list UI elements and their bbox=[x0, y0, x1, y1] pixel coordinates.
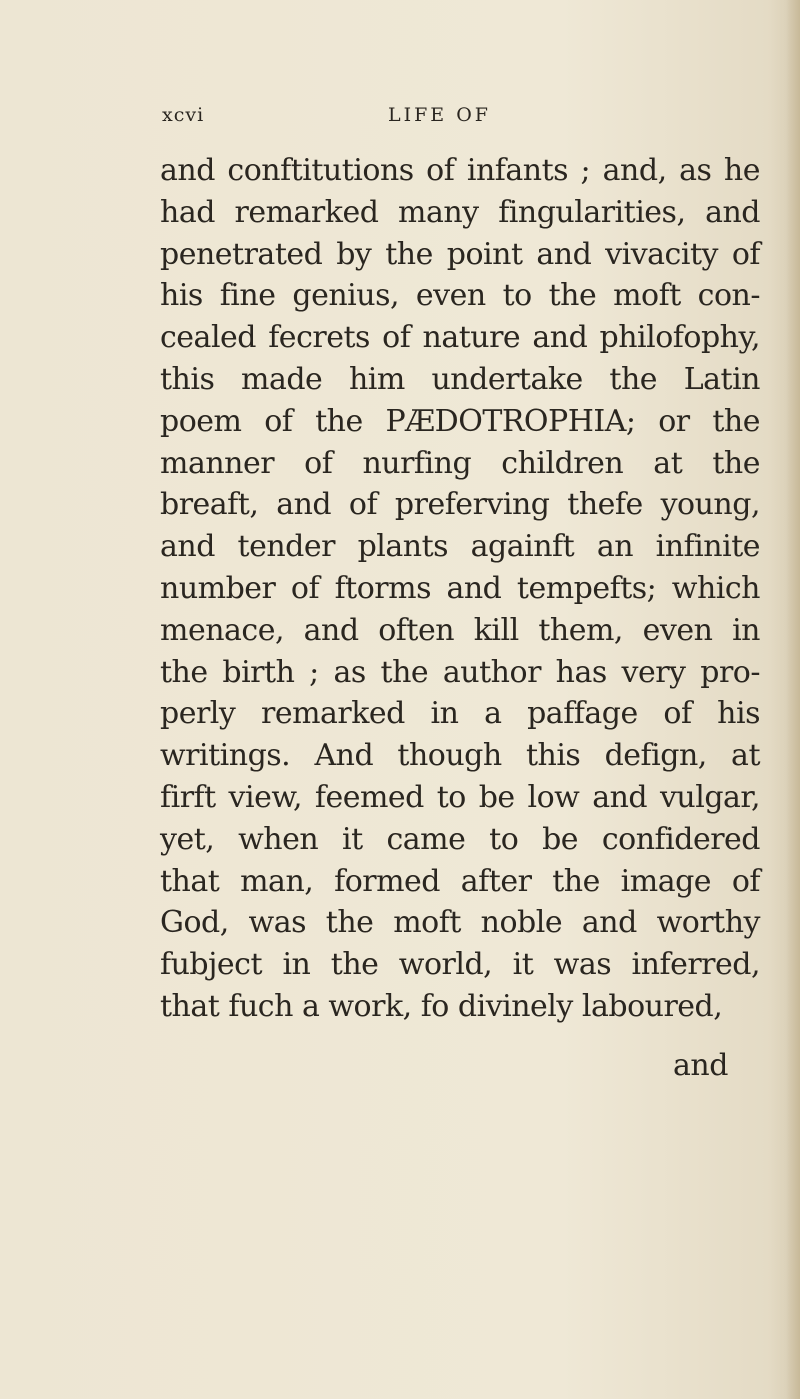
text-line: poem of the PÆDOTROPHIA; or the bbox=[160, 403, 760, 439]
catchword: and bbox=[673, 1048, 728, 1083]
text-line: yet, when it came to be confidered bbox=[160, 821, 760, 857]
text-line: God, was the moft noble and worthy bbox=[160, 905, 760, 941]
text-line: menace, and often kill them, even in bbox=[160, 612, 760, 648]
running-head bbox=[0, 104, 800, 134]
text-line: penetrated by the point and vivacity of bbox=[160, 236, 760, 272]
text-line: firft view, feemed to be low and vulgar, bbox=[160, 779, 760, 815]
text-line: perly remarked in a paffage of his bbox=[160, 696, 760, 732]
text-line: number of ftorms and tempefts; which bbox=[160, 570, 760, 606]
text-line: writings. And though this defign, at bbox=[160, 738, 760, 774]
text-line: that fuch a work, fo divinely laboured, bbox=[160, 988, 723, 1024]
text-line: breaft, and of preferving thefe young, bbox=[160, 487, 760, 523]
text-line: this made him undertake the Latin bbox=[160, 361, 760, 397]
text-line: that man, formed after the image of bbox=[160, 863, 760, 899]
text-line: had remarked many fingularities, and bbox=[160, 194, 760, 230]
running-title: LIFE OF bbox=[388, 104, 491, 126]
text-line: cealed fecrets of nature and philofophy, bbox=[160, 320, 760, 356]
text-line: his fine genius, even to the moft con- bbox=[160, 278, 760, 314]
page-number: xcvi bbox=[162, 104, 205, 126]
text-line: manner of nurfing children at the bbox=[160, 445, 760, 481]
text-line: the birth ; as the author has very pro- bbox=[160, 654, 760, 690]
text-line: and conftitutions of infants ; and, as he bbox=[160, 153, 760, 188]
body-text bbox=[160, 150, 760, 1028]
page-edge-shadow bbox=[786, 0, 800, 1399]
text-line: and tender plants againft an infinite bbox=[160, 529, 760, 565]
text-line: fubject in the world, it was inferred, bbox=[160, 947, 760, 983]
